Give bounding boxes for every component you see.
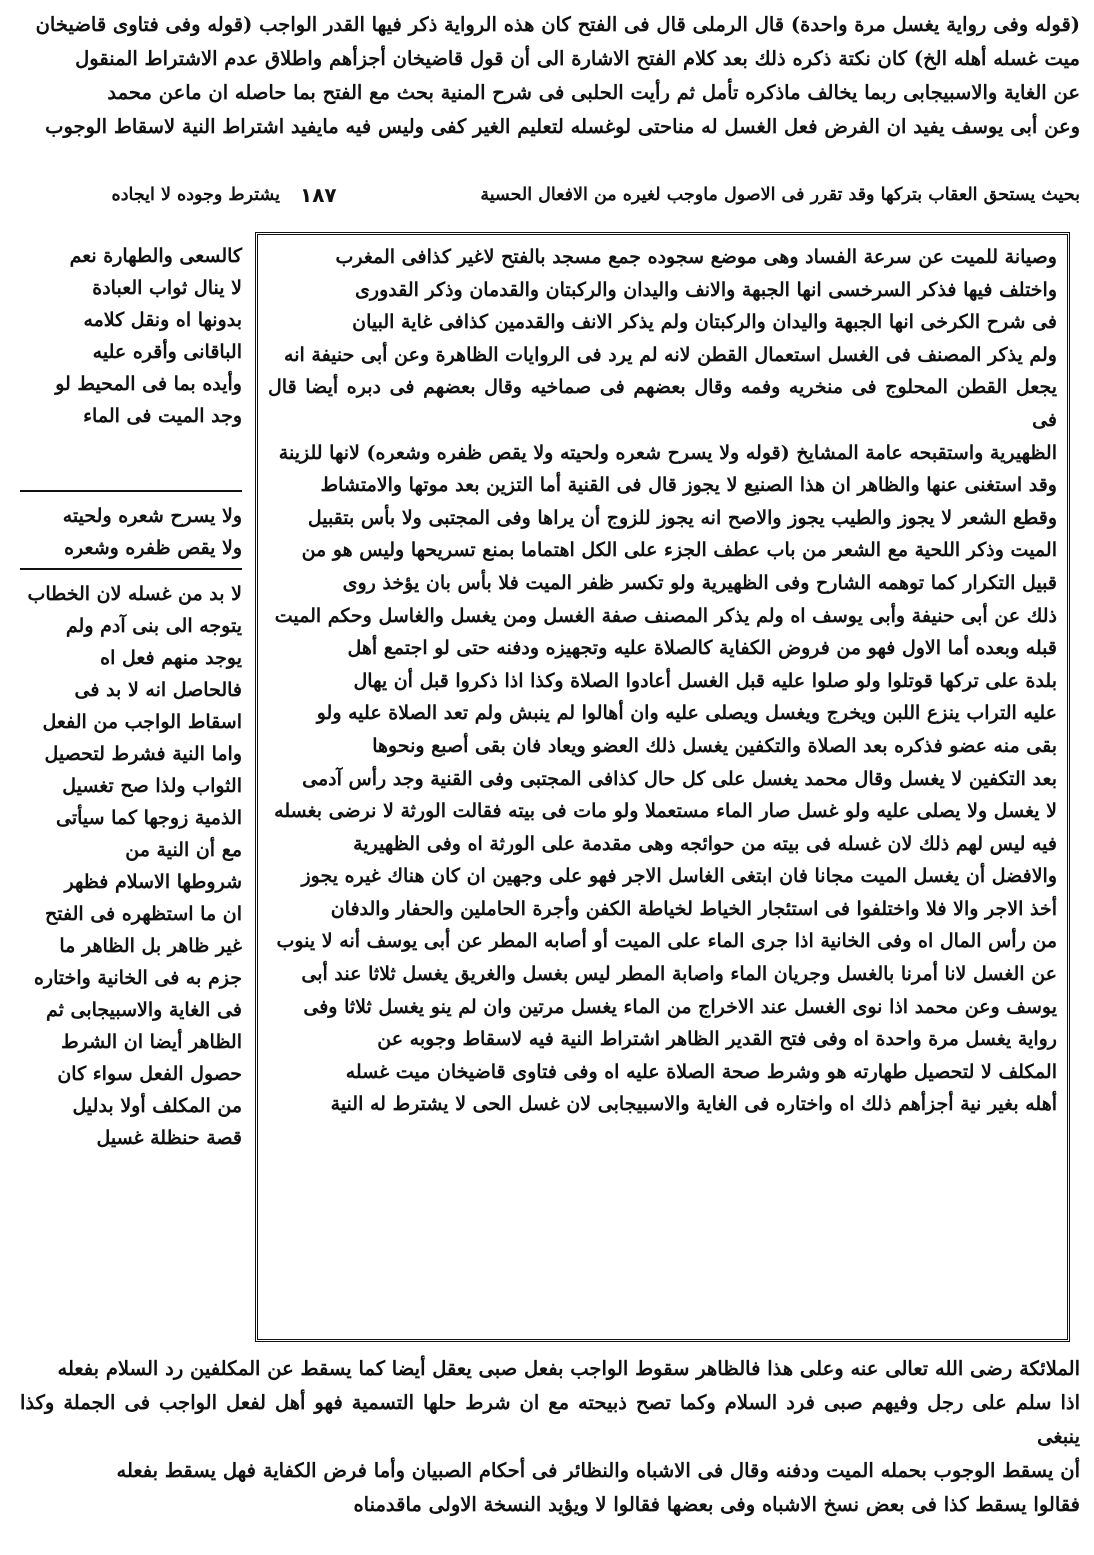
text-line: قبيل التكرار كما توهمه الشارح وفى الظهيرية ولو تكسر ظفر الميت فلا بأس بان يؤخذ روى [342,571,1057,594]
header-text-right: بحيث يستحق العقاب بتركها وقد تقرر فى الاصول ماوجب لغيره من الافعال الحسية [480,185,1080,205]
side-column-middle [20,500,242,564]
text-line: جزم به فى الخانية واختاره [33,967,242,989]
page-number: ١٨٧ [300,183,337,207]
text-line: وأيده بما فى المحيط لو [55,373,242,395]
header-line [20,178,1080,212]
text-line: عليه التراب ينزع اللبن ويخرج ويغسل ويصلى عليه وان أهالوا لم ينبش ولم تعد الصلاة عليه ولو [316,702,1057,725]
text-line: بقى منه عضو فذكره بعد الصلاة والتكفين يغسل ذلك العضو ويعاد فان بقى أصبع ونحوها [372,734,1057,757]
text-line: ولا يسرح شعره ولحيته [62,505,242,527]
text-line: يجعل القطن المحلوج فى منخريه وفمه وقال بعضهم فى صماخيه وقال بعضهم فى دبره أيضا قال فى [268,376,1057,431]
text-line: لا يغسل ولا يصلى عليه ولو غسل صار الماء مستعملا ولو مات فى بيته فقالت الورثة لا نرضى بغسله [274,800,1057,823]
text-line: يوجد منهم فعل اه [100,647,242,669]
text-line: أن يسقط الوجوب بحمله الميت ودفنه وقال فى الاشباه والنظائر فى أحكام الصبيان وأما فرض الكفاية فهل يسقط بفعله [116,1459,1080,1482]
text-line: فالحاصل انه لا بد فى [74,679,242,701]
text-line: فى شرح الكرخى انها الجبهة واليدان والركبتان ولم يذكر الانف والقدمين كذافى غاية البيان [352,311,1057,334]
text-line: غير ظاهر بل الظاهر ما [59,935,242,957]
text-line: الملائكة رضى الله تعالى عنه وعلى هذا فالظاهر سقوط الواجب بفعل صبى يعقل أيضا كما يسقط عن المكلفين رد السلام بفعله [57,1357,1080,1380]
text-line: يتوجه الى بنى آدم ولم [65,615,242,637]
text-line: الثواب ولذا صح تغسيل [62,775,242,797]
text-line: ان ما استظهره فى الفتح [45,903,242,925]
text-line: ولم يذكر المصنف فى الغسل استعمال القطن لانه لم يرد فى الروايات الظاهرة وعن أبى حنيفة انه [284,343,1057,366]
text-line: بلدة على تركها قوتلوا ولو صلوا عليه قبل الغسل أعادوا الصلاة وكذا اذا ذكروا قبل أن يهال [353,669,1057,692]
text-line: بدونها اه ونقل كلامه [83,309,242,331]
side-column-bottom [20,578,242,1154]
text-line: فيه ليس لهم ذلك لان غسله فى بيته من حوائجه وهى مقدمة على الورثة اه وفى الظهيرية [353,832,1057,855]
text-line: وصيانة للميت عن سرعة الفساد وهى موضع سجوده جمع مسجد بالفتح لاغير كذافى المغرب [335,246,1057,268]
text-line: أهله بغير نية أجزأهم ذلك اه واختاره فى الغاية والاسبيجابى لان غسل الحى لا يشترط له النية [330,1093,1057,1116]
side-divider [20,490,242,492]
text-line: رواية يغسل مرة واحدة اه وفى فتح القدير الظاهر اشتراط النية فيه لاسقاط وجوبه عن [377,1028,1057,1051]
bottom-commentary [20,1352,1080,1522]
header-text-left: يشترط وجوده لا ايجاده [111,185,280,205]
text-line: فى الغاية والاسبيجابى ثم [45,999,242,1021]
text-line: قبله وبعده أما الاول فهو من فروض الكفاية كالصلاة عليه وتجهيزه ودفنه حتى لو اجتمع أهل [347,637,1057,660]
text-line: من رأس المال اه وفى الخانية اذا جرى الماء على الميت أو أصابه المطر عن أبى يوسف أنه لا ينوب [276,930,1057,953]
text-line: (قوله وفى رواية يغسل مرة واحدة) قال الرملى قال فى الفتح كان هذه الرواية ذكر فيها القدر الواجب (قوله وفى فتاوى قاضيخان [35,13,1080,36]
text-line: والافضل أن يغسل الميت مجانا فان ابتغى الغاسل الاجر فهو على وجهين ان كان هناك غيره يجوز [301,865,1057,888]
text-line: قصة حنظلة غسيل [96,1127,242,1149]
text-line: ذلك عن أبى حنيفة وأبى يوسف اه ولم يذكر المصنف صفة الغسل ومن يغسل والغاسل وحكم الميت [274,604,1057,627]
main-text-frame [255,232,1070,1342]
text-line: وقد استغنى عنها والظاهر ان هذا الصنيع لا يجوز قال فى القنية أما التزين بعد موتها والامتشاط [320,474,1057,497]
text-line: مع أن النية من [125,839,242,861]
text-line: وقطع الشعر لا يجوز والطيب يجوز والاصح انه يجوز للزوج أن يراها وفى المجتبى ولا بأس بتقبيل [307,506,1057,529]
text-line: الميت وذكر اللحية مع الشعر من باب عطف الجزء على الكل اهتماما بمنع تسريحها وليس هو من [301,539,1057,562]
text-line: من المكلف أولا بدليل [72,1095,242,1117]
text-line: فقالوا يسقط كذا فى بعض نسخ الاشباه وفى بعضها فقالوا لا ويؤيد النسخة الاولى ماقدمناه [353,1493,1080,1516]
text-line: اذا سلم على رجل وفيهم صبى فرد السلام وكما تصح ذبيحته مع ان شرط حلها التسمية فهو أهل لفعل الواجب فى الجملة وكذا ينبغى [20,1391,1080,1448]
side-divider [20,568,242,570]
text-line: أخذ الاجر والا فلا واختلفوا فى استئجار الخياط لخياطة الكفن وأجرة الحاملين والحفار والدفان [330,897,1057,920]
top-commentary [20,8,1080,144]
text-line: ميت غسله أهله الخ) كان نكتة ذكره ذلك بعد كلام الفتح الاشارة الى أن قول قاضيخان أجزأهم واطلاق عدم الاشتراط المنقول [75,47,1080,70]
text-line: الظهيرية واستقبحه عامة المشايخ (قوله ولا يسرح شعره ولحيته ولا يقص ظفره وشعره) لانها للزينة [278,441,1057,464]
text-line: شروطها الاسلام فظهر [64,871,242,893]
text-line: لا ينال ثواب العبادة [92,277,242,299]
text-line: الباقانى وأقره عليه [92,341,242,363]
text-line: واما النية فشرط لتحصيل [44,743,242,765]
text-line: وعن أبى يوسف يفيد ان الفرض فعل الغسل له مناحتى لوغسله لتعليم الغير كفى وليس فيه مايفيد اشتراط النية لاسقاط الوجوب [45,115,1080,138]
side-column-top [20,240,242,432]
text-line: المكلف لا لتحصيل طهارته هو وشرط صحة الصلاة عليه اه وفى فتاوى قاضيخان ميت غسله [345,1060,1057,1083]
text-line: لا بد من غسله لان الخطاب [27,583,242,605]
text-line: يوسف وعن محمد اذا نوى الغسل عند الاخراج من الماء يغسل مرتين وان لم ينو يغسل ثلاثا وفى [303,995,1057,1018]
text-line: كالسعى والطهارة نعم [69,245,242,267]
text-line: اسقاط الواجب من الفعل [42,711,242,733]
text-line: وجد الميت فى الماء [83,405,242,427]
text-line: ولا يقص ظفره وشعره [64,537,242,559]
text-line: الظاهر أيضا ان الشرط [61,1031,242,1053]
text-line: عن الغسل لانا أمرنا بالغسل وجريان الماء واصابة المطر ليس بغسل والغريق يغسل ثلاثا عند أبى [301,963,1057,986]
text-line: حصول الفعل سواء كان [57,1063,242,1085]
text-line: واختلف فيها فذكر السرخسى انها الجبهة والانف واليدان والركبتان والقدمان وذكر القدورى [355,278,1057,301]
text-line: عن الغاية والاسبيجابى ربما يخالف ماذكره تأمل ثم رأيت الحلبى فى شرح المنية بحث مع الفتح بما حاصله ان ماعن محمد [107,81,1080,104]
text-line: بعد التكفين لا يغسل وقال محمد يغسل على كل حال كذافى المجتبى وفى القنية وجد رأس آدمى [302,767,1057,790]
text-line: الذمية زوجها كما سيأتى [55,807,242,829]
